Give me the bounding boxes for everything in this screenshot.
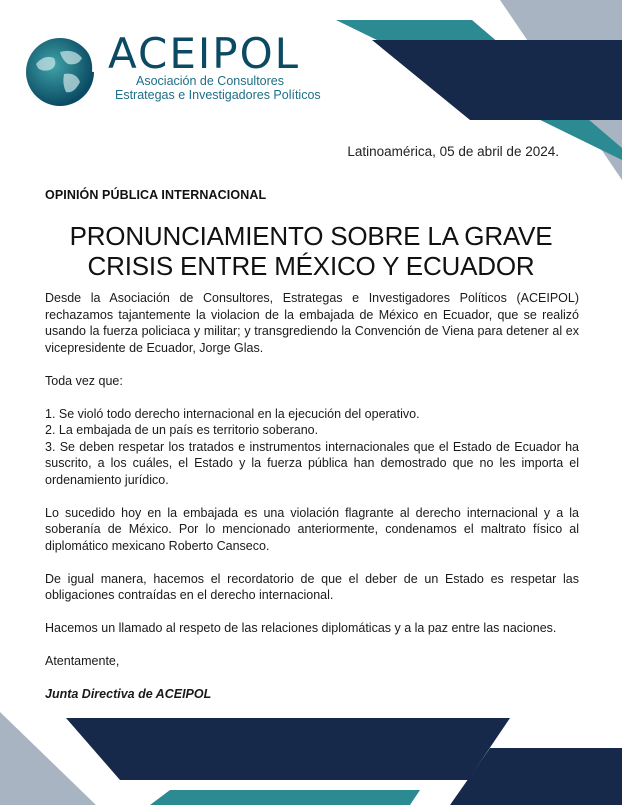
title-line: CRISIS ENTRE MÉXICO Y ECUADOR xyxy=(87,251,535,281)
org-acronym: ACEIPOL xyxy=(108,29,301,78)
org-name-line1: Asociación de Consultores xyxy=(136,74,284,88)
top-navy-band xyxy=(372,40,622,120)
page-title xyxy=(20,221,602,281)
list-item: 2. La embajada de un país es territorio soberano. xyxy=(45,423,319,437)
title-line: PRONUNCIAMIENTO SOBRE LA GRAVE xyxy=(69,221,553,251)
bottom-navy-band xyxy=(66,718,510,780)
intro-paragraph: Desde la Asociación de Consultores, Estrategas e Investigadores Políticos (ACEIPOL) rechazamos tajantemente la violacion de la embajada de México en Ecuador, que se realizó usando la fuerza policiaca y militar; y transgrediendo la Convención de Viena para detener al ex vicepresidente de Ecuador, Jorge Glas. xyxy=(45,291,579,355)
globe-logo-icon xyxy=(24,36,106,108)
dateline: Latinoamérica, 05 de abril de 2024. xyxy=(347,144,559,159)
document-body xyxy=(45,290,579,719)
paragraph-call: Hacemos un llamado al respeto de las relaciones diplomáticas y a la paz entre las naciones. xyxy=(45,621,557,635)
paragraph-violation: Lo sucedido hoy en la embajada es una violación flagrante al derecho internacional y a la soberanía de México. Por lo mencionado anteriormente, condenamos el maltrato físico al diplomático mexicano Roberto Canseco. xyxy=(45,505,579,553)
list-item: 1. Se violó todo derecho internacional en la ejecución del operativo. xyxy=(45,406,420,421)
paragraph-reminder: De igual manera, hacemos el recordatorio de que el deber de un Estado es respetar las obligaciones contraídas en el derecho internacional. xyxy=(45,571,579,602)
list-item: 3. Se deben respetar los tratados e instrumentos internacionales que el Estado de Ecuador ha suscrito, a los cuáles, el Estado y la fuerza pública han demostrado que no les importa el ordenamiento jurídico. xyxy=(45,439,579,487)
org-name-line2: Estrategas e Investigadores Políticos xyxy=(115,88,321,102)
bottom-teal-band xyxy=(150,790,420,805)
closing: Atentamente, xyxy=(45,654,120,668)
section-label: OPINIÓN PÚBLICA INTERNACIONAL xyxy=(45,188,267,202)
signature: Junta Directiva de ACEIPOL xyxy=(45,687,212,701)
lead-text: Toda vez que: xyxy=(45,373,123,388)
points-list xyxy=(45,406,579,489)
